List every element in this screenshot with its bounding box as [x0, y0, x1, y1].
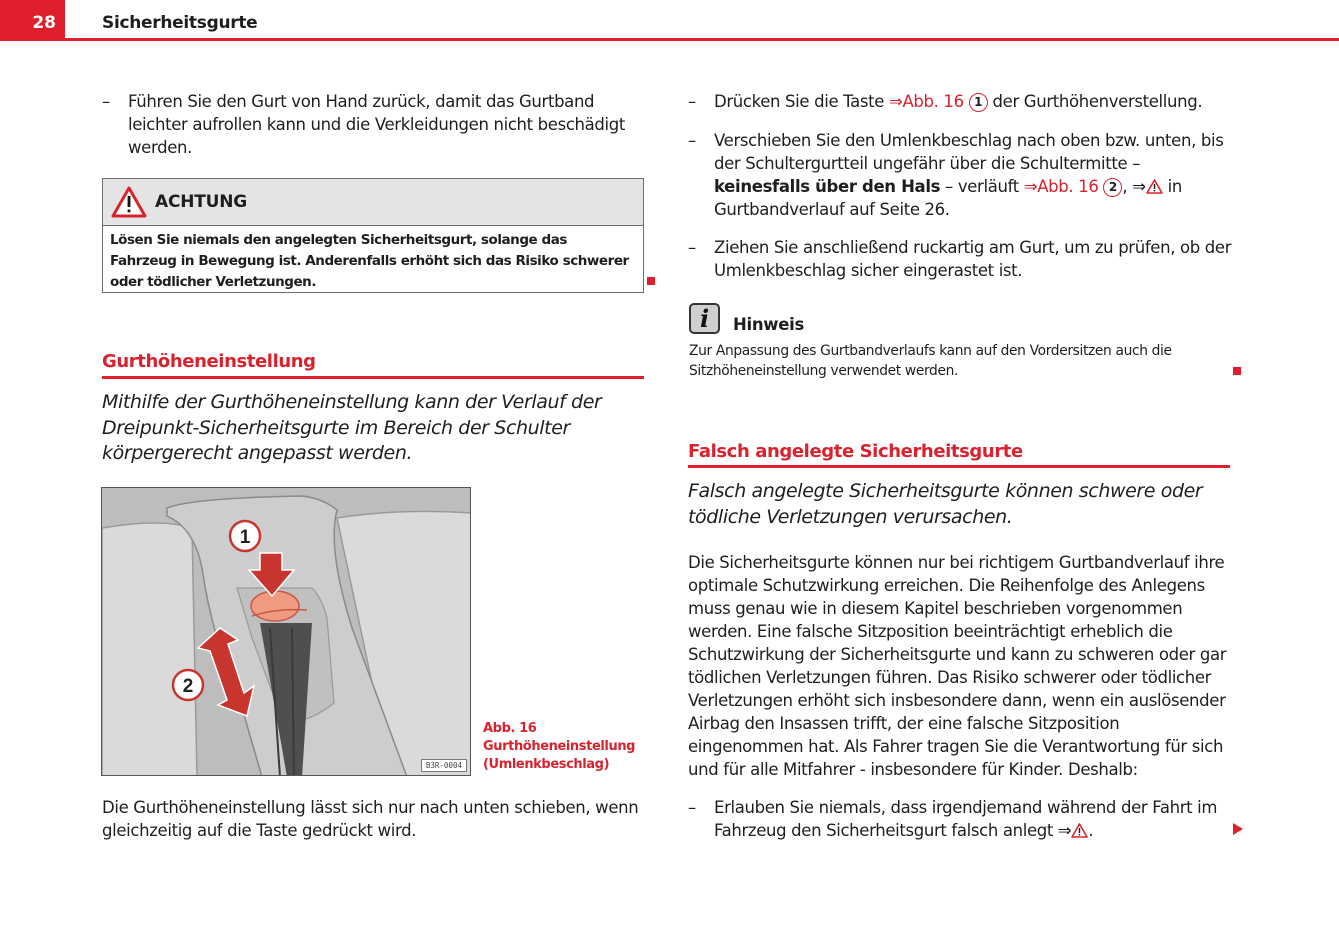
- section-rule: [102, 376, 644, 379]
- warning-triangle-icon[interactable]: [1146, 179, 1163, 194]
- svg-text:2: 2: [182, 676, 194, 697]
- section-end-marker: [647, 277, 655, 285]
- section-rule: [688, 465, 1230, 468]
- figure-caption: Abb. 16 Gurthöheneinstellung (Umlenkbeschlag): [483, 721, 636, 772]
- step-press-button: – Drücken Sie die Taste ⇒Abb. 16 1 der Gurthöhenverstellung.: [688, 92, 1203, 111]
- step-never-allow: – Erlauben Sie niemals, dass irgendjemand während der Fahrt im Fahrzeug den Sicherheitsgurt falsch anlegt ⇒ .: [688, 798, 1218, 840]
- section-intro-belt-height: Mithilfe der Gurthöheneinstellung kann der Verlauf der Dreipunkt-Sicherheitsgurte im Bereich der Schulter körpergerecht angepasst werden.: [102, 391, 602, 464]
- section-end-marker: [1233, 367, 1241, 375]
- figure-ref-link[interactable]: ⇒Abb. 16: [1023, 177, 1099, 196]
- warning-title: ACHTUNG: [155, 192, 248, 212]
- section-intro-incorrect-belts: Falsch angelegte Sicherheitsgurte können schwere oder tödliche Verletzungen verursachen.: [688, 480, 1203, 528]
- warning-triangle-icon: [111, 186, 147, 218]
- header-rule: [0, 38, 1339, 41]
- b-pillar-illustration: [102, 488, 471, 776]
- incorrect-belts-paragraph: Die Sicherheitsgurte können nur bei richtigem Gurtbandverlauf ihre optimale Schutzwirkung erreichen. Die Reihenfolge des Anlegens muss genau wie in diesem Kapitel beschrieben vorgenommen werden. Eine falsche Sitzposition beeinträchtigt erheblich die Schutzwirkung der Sicherheitsgurte und kann zu schweren oder gar tödlichen Verletzungen führen. Das Risiko schwerer oder tödlicher Verletzungen erhöht sich insbesondere dann, wenn ein auslösender Airbag den Insassen trifft, der eine falsche Sitzposition eingenommen hat. Als Fahrer tragen Sie die Verantwortung für sich und für alle Mitfahrer - insbesondere für Kinder. Deshalb:: [688, 553, 1227, 779]
- callout-2-badge: 2: [1103, 178, 1122, 197]
- step-slide-deflector: – Verschieben Sie den Umlenkbeschlag nach oben bzw. unten, bis der Schultergurtteil ungefähr über die Schultermitte – keinesfalls über den Hals – verläuft ⇒Abb. 16 2 , ⇒ in Gurtbandverlauf auf Seite 26.: [688, 131, 1224, 219]
- note-text: Zur Anpassung des Gurtbandverlaufs kann auf den Vordersitzen auch die Sitzhöheneinstellung verwendet werden.: [689, 343, 1172, 379]
- section-title-incorrect-belts: Falsch angelegte Sicherheitsgurte: [688, 441, 1023, 462]
- step-text: Führen Sie den Gurt von Hand zurück, damit das Gurtband leichter aufrollen kann und die Verkleidungen nicht beschädigt werden.: [128, 92, 626, 157]
- step-check-lock: – Ziehen Sie anschließend ruckartig am Gurt, um zu prüfen, ob der Umlenkbeschlag sicher eingerastet ist.: [688, 238, 1232, 280]
- page-number: 28: [0, 0, 65, 41]
- figure-note: Die Gurthöheneinstellung lässt sich nur nach unten schieben, wenn gleichzeitig auf die Taste gedrückt wird.: [102, 798, 639, 840]
- warning-header: [103, 179, 643, 226]
- callout-1-badge: 1: [969, 93, 988, 112]
- figure-ref-link[interactable]: ⇒Abb. 16: [888, 92, 964, 111]
- warning-triangle-icon[interactable]: [1071, 823, 1088, 838]
- figure-belt-height-adjuster: [101, 487, 471, 776]
- continue-arrow-icon: [1233, 823, 1243, 835]
- warning-box: [102, 178, 644, 293]
- svg-text:1: 1: [239, 527, 251, 548]
- figure-code: B3R-0004: [421, 759, 467, 772]
- step-return-belt: – Führen Sie den Gurt von Hand zurück, damit das Gurtband leichter aufrollen kann und die Verkleidungen nicht beschädigt werden.: [102, 90, 647, 159]
- warning-text: Lösen Sie niemals den angelegten Sicherheitsgurt, solange das Fahrzeug in Bewegung ist. Anderenfalls erhöht sich das Risiko schwerer oder tödlicher Verletzungen.: [110, 232, 629, 290]
- chapter-title: Sicherheitsgurte: [102, 13, 258, 33]
- note-title: Hinweis: [733, 315, 805, 334]
- section-title-belt-height: Gurthöheneinstellung: [102, 351, 316, 372]
- info-icon: i: [689, 303, 720, 334]
